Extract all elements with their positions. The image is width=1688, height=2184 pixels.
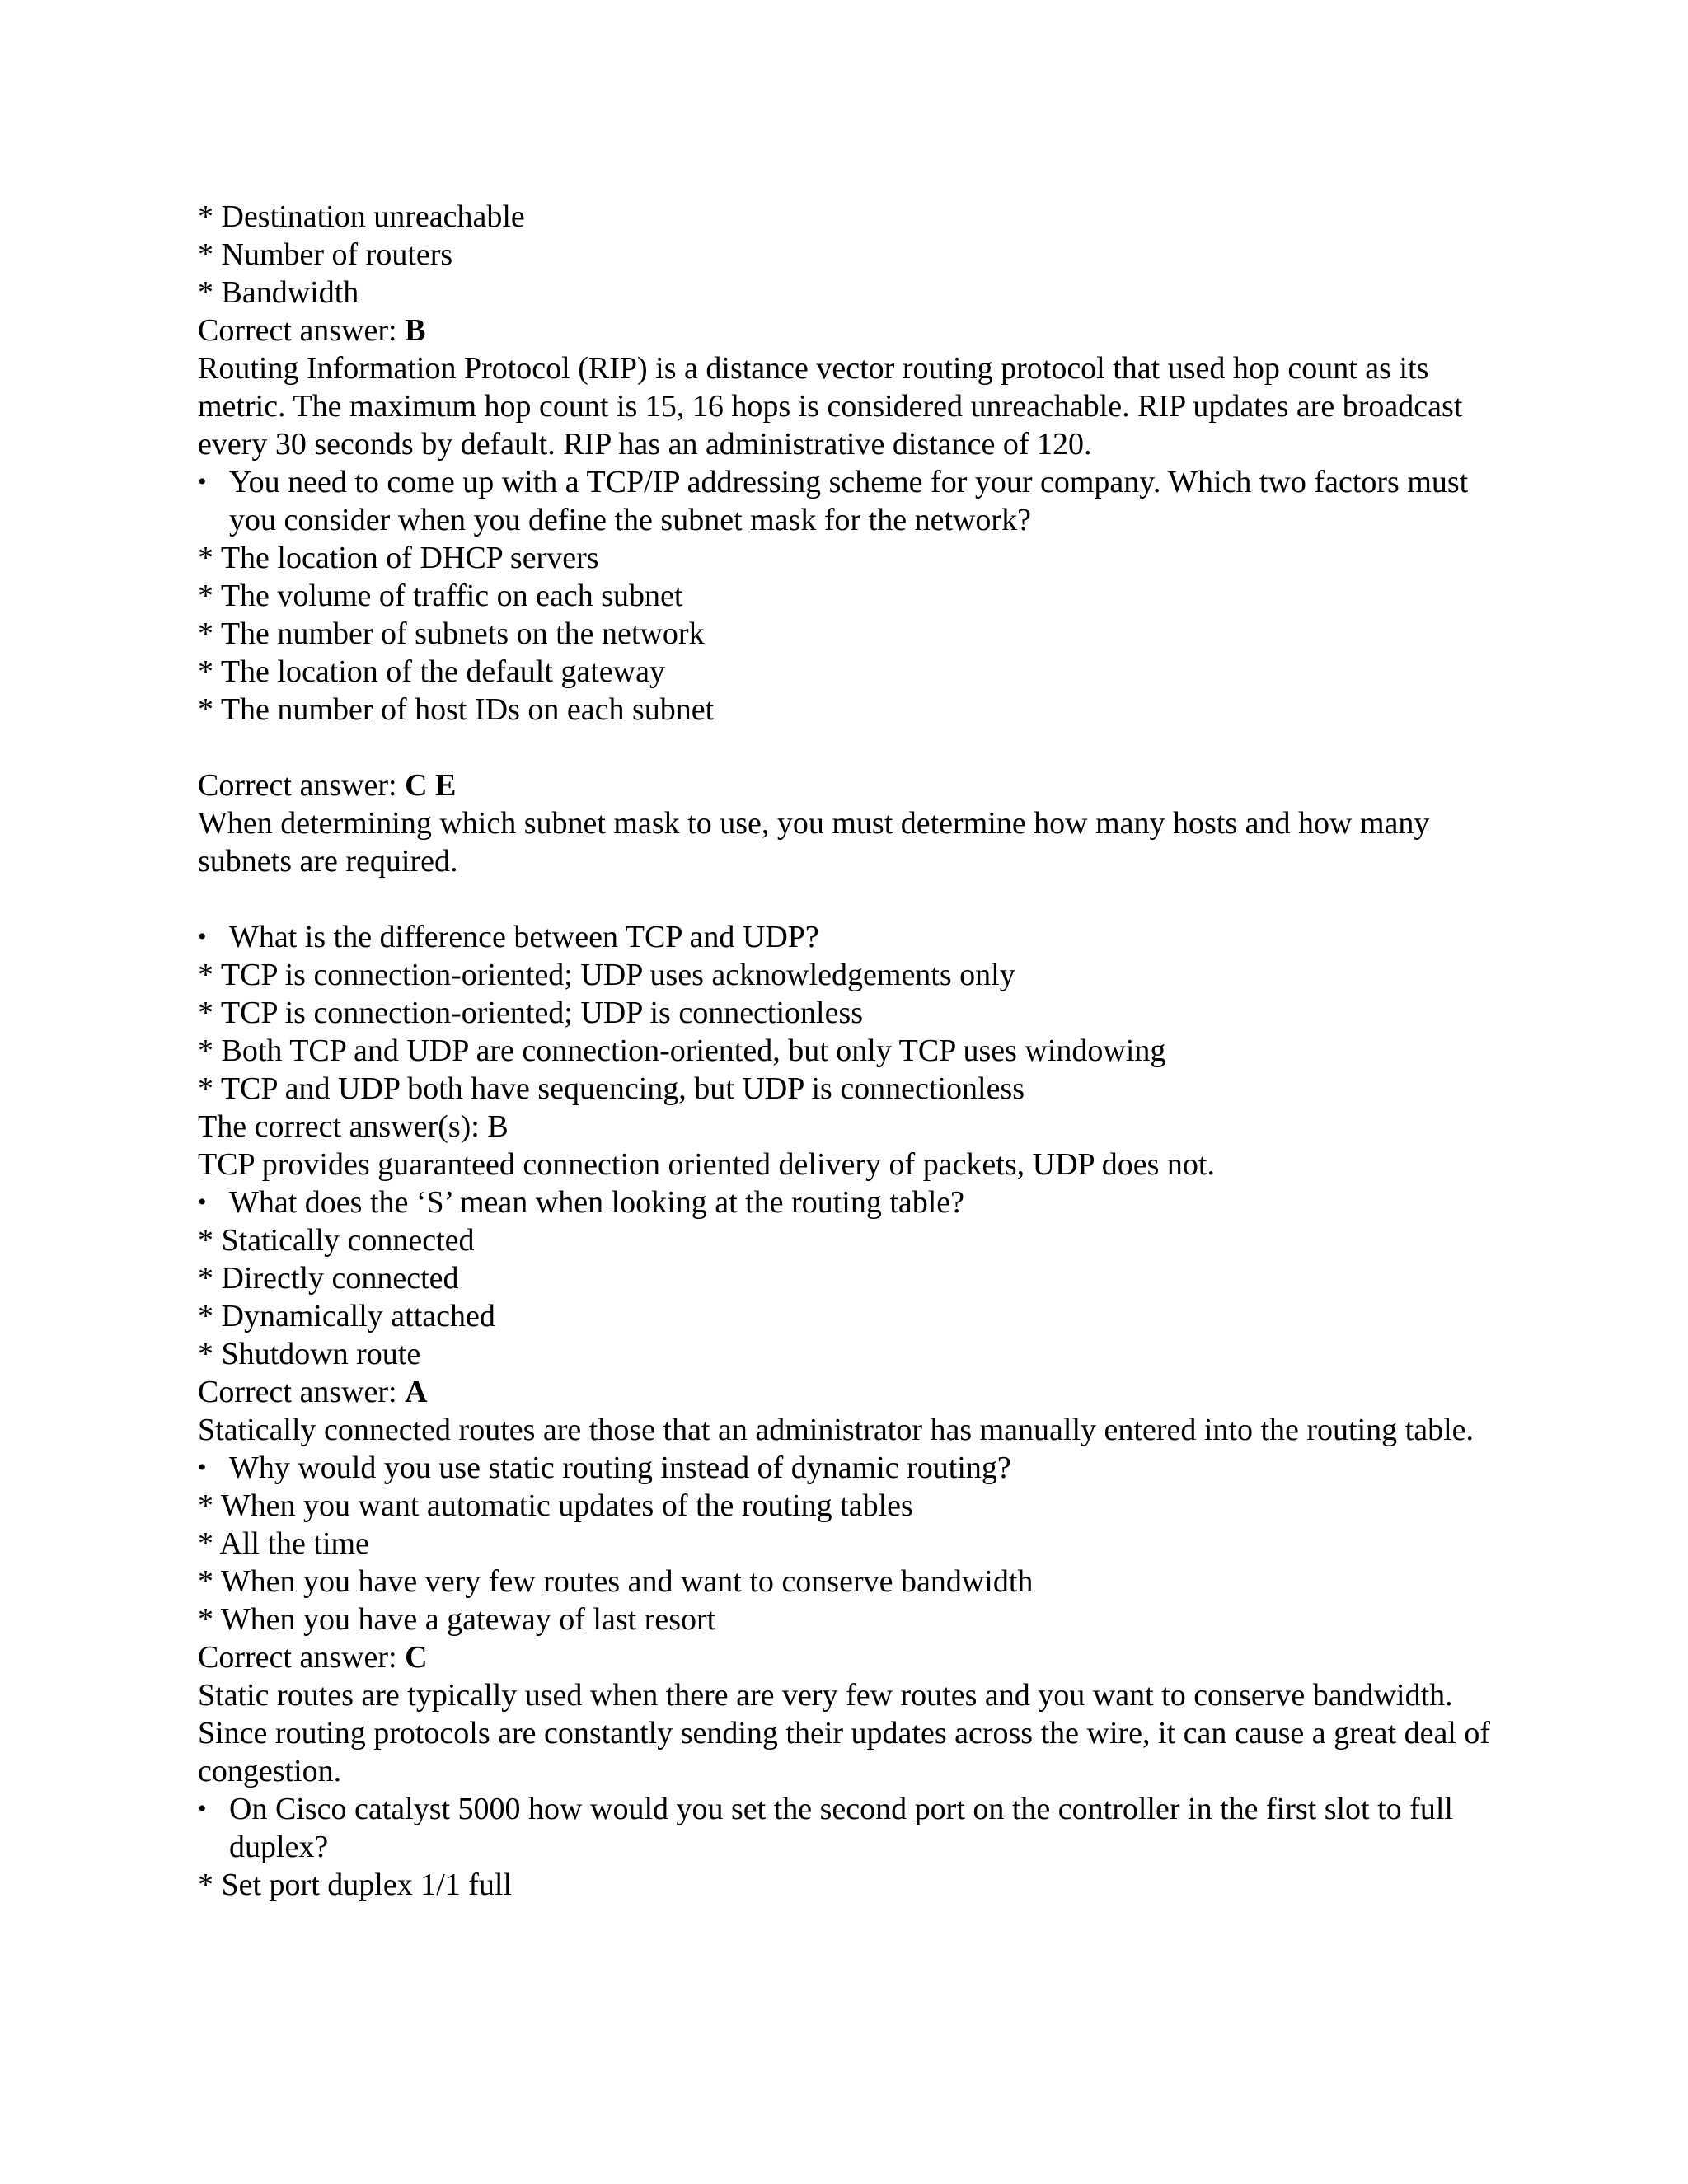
- spacer: [198, 880, 1517, 918]
- document-page: [198, 198, 1517, 1904]
- bullet-icon: •: [198, 923, 207, 950]
- correct-answer-value: C E: [405, 768, 457, 803]
- spacer: [198, 729, 1517, 766]
- answer-option: * Set port duplex 1/1 full: [198, 1868, 513, 1902]
- answer-option: * All the time: [198, 1526, 369, 1561]
- answer-option: * Destination unreachable: [198, 199, 525, 234]
- question-text-line: [198, 1790, 1517, 1866]
- answer-option: * When you have very few routes and want to conserve bandwidth: [198, 1564, 1034, 1599]
- answer-explanation: TCP provides guaranteed connection oriented delivery of packets, UDP does not.: [198, 1147, 1215, 1182]
- answer-option: * TCP is connection-oriented; UDP is connectionless: [198, 996, 864, 1030]
- bullet-icon: •: [198, 1454, 207, 1481]
- correct-answer-line: [198, 1373, 1517, 1411]
- question-text: You need to come up with a TCP/IP addressing scheme for your company. Which two factors must you consider when you define the subnet mask for the network?: [229, 465, 1469, 537]
- answer-explanation: Static routes are typically used when there are very few routes and you want to conserve bandwidth. Since routing protocols are constantly sending their updates across the wire, it can cause a great deal of congestion.: [198, 1678, 1491, 1788]
- answer-explanation: When determining which subnet mask to use, you must determine how many hosts and how many subnets are required.: [198, 806, 1430, 879]
- answer-option: * Both TCP and UDP are connection-oriented, but only TCP uses windowing: [198, 1033, 1166, 1068]
- answer-option: * Directly connected: [198, 1261, 459, 1296]
- answer-explanation: Statically connected routes are those that an administrator has manually entered into the routing table.: [198, 1413, 1474, 1447]
- correct-answer-label: Correct answer:: [198, 768, 406, 803]
- answer-option: * When you want automatic updates of the routing tables: [198, 1488, 913, 1523]
- question-block-tcp-udp: [198, 918, 1517, 1183]
- correct-answer-line: [198, 766, 1517, 804]
- answer-option: * The volume of traffic on each subnet: [198, 579, 683, 613]
- question-block-routing-table: [198, 1183, 1517, 1449]
- answer-option: * Shutdown route: [198, 1337, 421, 1371]
- correct-answer-value: A: [405, 1375, 428, 1409]
- question-text-line: [198, 1449, 1517, 1487]
- answer-option: * TCP is connection-oriented; UDP uses acknowledgements only: [198, 958, 1015, 992]
- answer-option: * The number of host IDs on each subnet: [198, 692, 715, 727]
- answer-option: * TCP and UDP both have sequencing, but UDP is connectionless: [198, 1071, 1025, 1106]
- question-text-line: [198, 463, 1517, 539]
- answer-option: * Bandwidth: [198, 275, 359, 310]
- answer-option: * The location of DHCP servers: [198, 541, 599, 575]
- bullet-icon: •: [198, 468, 207, 495]
- correct-answer-line: The correct answer(s): B: [198, 1109, 509, 1144]
- question-text-line: [198, 918, 1517, 956]
- question-text: What does the ‘S’ mean when looking at the routing table?: [229, 1185, 965, 1220]
- bullet-icon: •: [198, 1188, 207, 1216]
- answer-option: * The location of the default gateway: [198, 654, 665, 689]
- correct-answer-line: [198, 1638, 1517, 1676]
- question-block-catalyst-duplex: [198, 1790, 1517, 1904]
- answer-explanation: Routing Information Protocol (RIP) is a distance vector routing protocol that used hop count as its metric. The maximum hop count is 15, 16 hops is considered unreachable. RIP updates are broadcast every 30 seconds by default. RIP has an administrative distance of 120.: [198, 351, 1463, 462]
- correct-answer-value: B: [405, 313, 426, 348]
- question-block-static-routing: [198, 1449, 1517, 1790]
- answer-option: * Dynamically attached: [198, 1299, 495, 1333]
- question-text: Why would you use static routing instead of dynamic routing?: [229, 1451, 1011, 1485]
- question-block-rip: [198, 198, 1517, 463]
- bullet-icon: •: [198, 1795, 207, 1822]
- answer-option: * The number of subnets on the network: [198, 616, 705, 651]
- correct-answer-value: C: [405, 1640, 428, 1675]
- question-block-subnet-mask: [198, 463, 1517, 918]
- answer-option: * Number of routers: [198, 237, 453, 272]
- answer-option: * Statically connected: [198, 1223, 475, 1258]
- correct-answer-label: Correct answer:: [198, 1640, 406, 1675]
- question-text: What is the difference between TCP and UDP?: [229, 920, 819, 954]
- question-text: On Cisco catalyst 5000 how would you set the second port on the controller in the first slot to full duplex?: [229, 1792, 1453, 1864]
- correct-answer-label: Correct answer:: [198, 1375, 406, 1409]
- answer-option: * When you have a gateway of last resort: [198, 1602, 716, 1637]
- correct-answer-line: [198, 312, 1517, 349]
- correct-answer-label: Correct answer:: [198, 313, 406, 348]
- question-text-line: [198, 1183, 1517, 1221]
